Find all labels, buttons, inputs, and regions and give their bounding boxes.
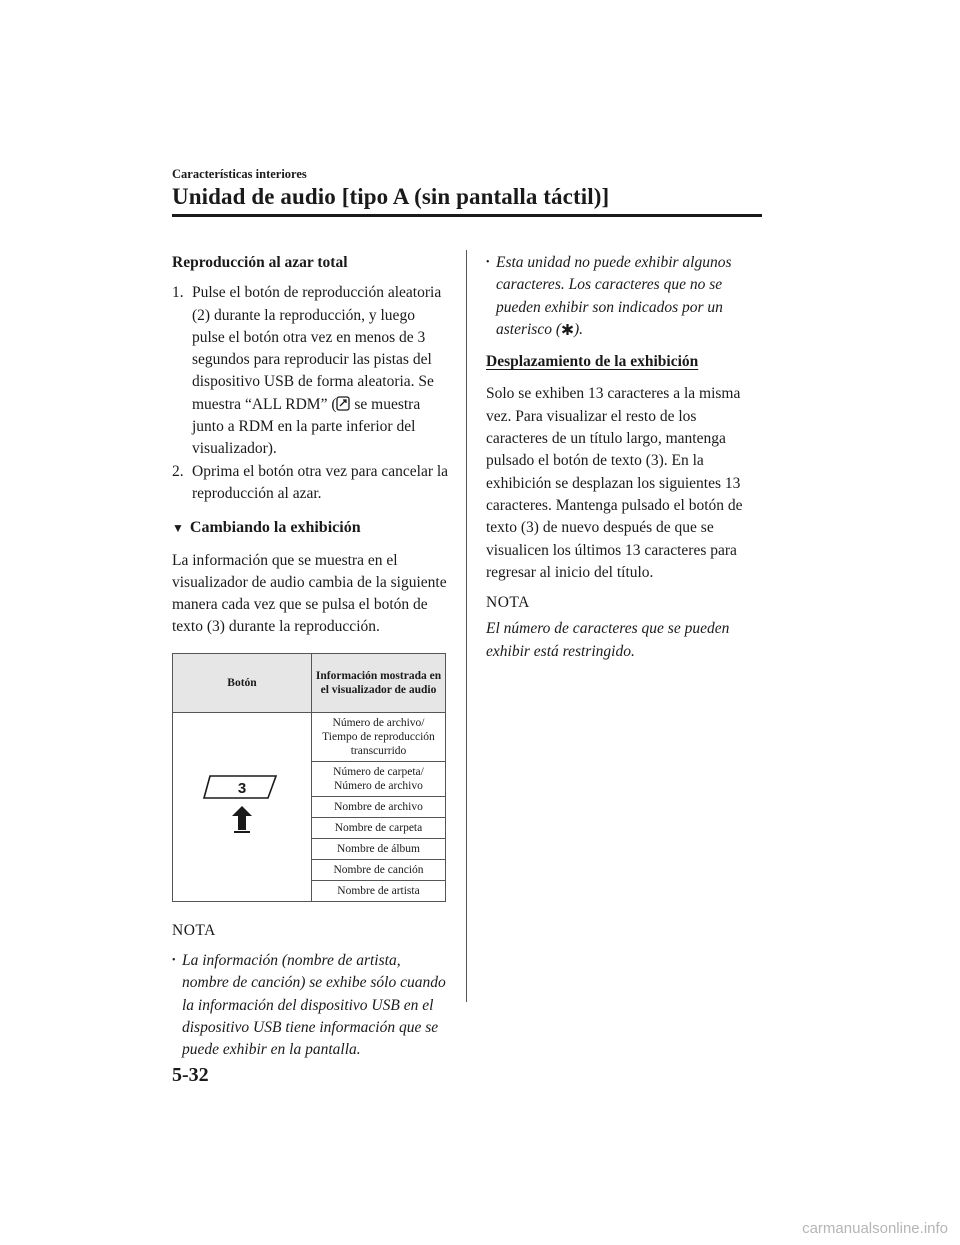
list-number: 1. [172, 284, 184, 302]
table-cell: Número de archivo/ Tiempo de reproducción transcurrido [312, 712, 446, 761]
left-column [172, 252, 450, 1062]
list-text [192, 282, 450, 460]
nota-label: NOTA [172, 921, 216, 939]
table-header-row [173, 653, 446, 712]
table-row [173, 712, 446, 761]
watermark: carmanualsonline.info [802, 1220, 948, 1237]
note-text-after-icon: ). [574, 320, 584, 338]
nota-label: NOTA [486, 594, 530, 612]
note-text: La información (nombre de artista, nombre de canción) se exhibe sólo cuando la información del dispositivo USB en el dispositivo USB tiene información que se puede exhibir en la pantalla. [182, 952, 446, 1059]
asterisk-icon [561, 323, 574, 336]
note-bullet [172, 950, 450, 1061]
table-cell: Nombre de canción [312, 859, 446, 880]
list-text: Oprima el botón otra vez para cancelar la reproducción al azar. [192, 462, 449, 502]
page-number: 5-32 [172, 1064, 209, 1086]
triangle-down-icon: ▼ [172, 521, 184, 536]
page-title: Unidad de audio [tipo A (sin pantalla táctil)] [172, 184, 610, 209]
right-column [486, 252, 758, 663]
table-cell: Número de carpeta/ Número de archivo [312, 761, 446, 796]
step-text-after-icon: se muestra junto a RDM en la parte inferior del visualizador). [192, 395, 421, 458]
heading-desplazamiento: Desplazamiento de la exhibición [486, 353, 699, 371]
table-cell: Nombre de carpeta [312, 817, 446, 838]
table-header-boton: Botón [173, 653, 312, 712]
column-divider [466, 250, 467, 1002]
table-cell: Nombre de archivo [312, 796, 446, 817]
note-text [496, 252, 758, 341]
list-item [172, 461, 450, 506]
title-rule [172, 214, 762, 217]
random-play-icon [336, 396, 350, 411]
bullet-icon: • [172, 955, 176, 967]
heading-cambiando [172, 517, 450, 539]
bullet-icon: • [486, 257, 490, 268]
display-info-table [172, 653, 446, 902]
button-illustration-cell [173, 712, 312, 901]
note-text: El número de caracteres que se pueden exhibir está restringido. [486, 620, 730, 660]
section-label: Características interiores [172, 167, 307, 181]
button-number: 3 [237, 779, 247, 797]
paragraph: Solo se exhiben 13 caracteres a la misma vez. Para visualizar el resto de los caracteres de un título largo, mantenga pulsado el botón de texto (3). En la exhibición se desplazan los siguientes 13 caracteres. Mantenga pulsado el botón de texto (3) de nuevo después de que se visualicen los últimos 13 caracteres para regresar al inicio del título. [486, 385, 743, 581]
note-text-before-icon: Esta unidad no puede exhibir algunos caracteres. Los caracteres que no se pueden exhibir son indicados por un asterisco ( [496, 254, 732, 338]
paragraph: La información que se muestra en el visualizador de audio cambia de la siguiente manera cada vez que se pulsa el botón de texto (3) durante la reproducción. [172, 551, 447, 636]
list-number: 2. [172, 462, 184, 480]
step-text-before-icon: Pulse el botón de reproducción aleatoria (2) durante la reproducción, y luego pulse el botón otra vez en menos de 3 segundos para reproducir las pistas del dispositivo USB de forma aleatoria. Se muestra “ALL RDM” ( [192, 284, 442, 413]
heading-text: Cambiando la exhibición [189, 519, 361, 537]
note-bullet [486, 252, 758, 341]
table-header-info: Información mostrada en el visualizador de audio [312, 653, 446, 712]
subheading-random-playback: Reproducción al azar total [172, 254, 348, 271]
table-cell: Nombre de álbum [312, 838, 446, 859]
list-item [172, 282, 450, 460]
table-cell: Nombre de artista [312, 880, 446, 901]
text-button-icon [202, 772, 282, 842]
